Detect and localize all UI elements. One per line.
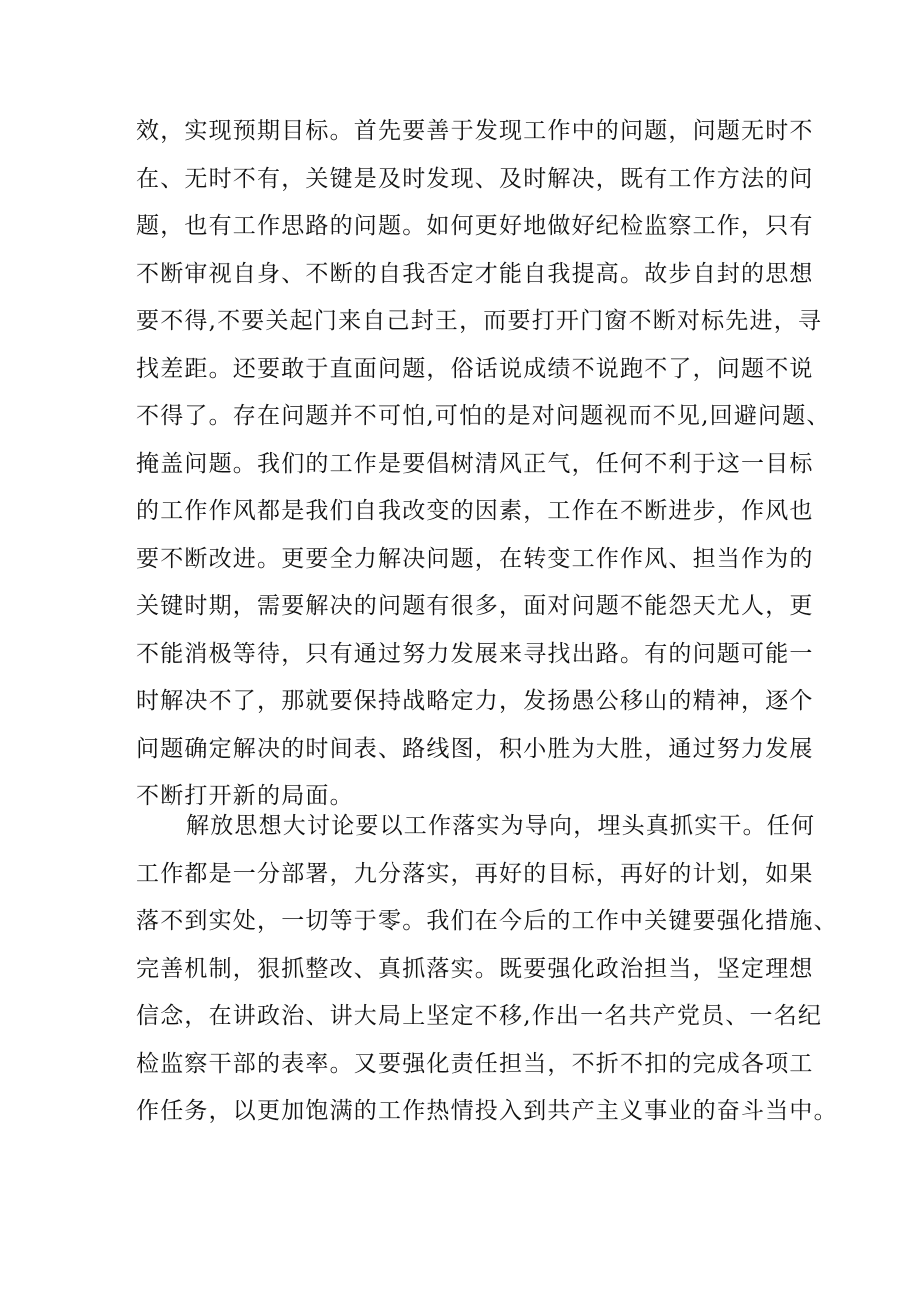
text-line: 不断审视自身、不断的自我否定才能自我提高。故步自封的思想 [136,260,814,287]
text-line: 在、无时不有，关键是及时发现、及时解决，既有工作方法的问 [136,165,814,192]
text-line: 不能消极等待，只有通过努力发展来寻找出路。有的问题可能一 [136,640,814,667]
text-line: 要不断改进。更要全力解决问题，在转变工作作风、担当作为的 [136,545,814,572]
text-line: 题，也有工作思路的问题。如何更好地做好纪检监察工作，只有 [136,213,814,239]
text-line: 不断打开新的局面。 [136,783,354,809]
text-line: 时解决不了，那就要保持战略定力，发扬愚公移山的精神，逐个 [136,688,814,714]
text-line: 工作都是一分部署，九分落实，再好的目标，再好的计划，如果 [136,860,814,887]
text-line: 找差距。还要敢于直面问题，俗话说成绩不说跑不了，问题不说 [136,355,814,382]
text-line: 要不得,不要关起门来自己封王，而要打开门窗不断对标先进，寻 [136,308,823,334]
text-line: 解放思想大讨论要以工作落实为导向，埋头真抓实干。任何 [186,813,816,839]
text-line: 的工作作风都是我们自我改变的因素，工作在不断进步，作风也 [136,498,814,524]
paragraph-1 [136,108,831,821]
text-line: 效，实现预期目标。首先要善于发现工作中的问题，问题无时不 [136,118,814,144]
text-line: 掩盖问题。我们的工作是要倡树清风正气，任何不利于这一目标 [136,450,814,477]
text-line: 信念，在讲政治、讲大局上坚定不移,作出一名共产党员、一名纪 [136,1003,823,1029]
paragraph-2 [136,803,838,1136]
text-line: 问题确定解决的时间表、路线图，积小胜为大胜，通过努力发展 [136,735,814,762]
text-line: 作任务，以更加饱满的工作热情投入到共产主义事业的奋斗当中。 [136,1098,838,1124]
text-line: 检监察干部的表率。又要强化责任担当，不折不扣的完成各项工 [136,1050,814,1077]
text-line: 不得了。存在问题并不可怕,可怕的是对问题视而不见,回避问题、 [136,403,831,429]
text-line: 落不到实处，一切等于零。我们在今后的工作中关键要强化措施、 [136,908,838,934]
text-line: 关键时期，需要解决的问题有很多，面对问题不能怨天尤人，更 [136,593,814,619]
text-line: 完善机制，狠抓整改、真抓落实。既要强化政治担当，坚定理想 [136,955,814,982]
